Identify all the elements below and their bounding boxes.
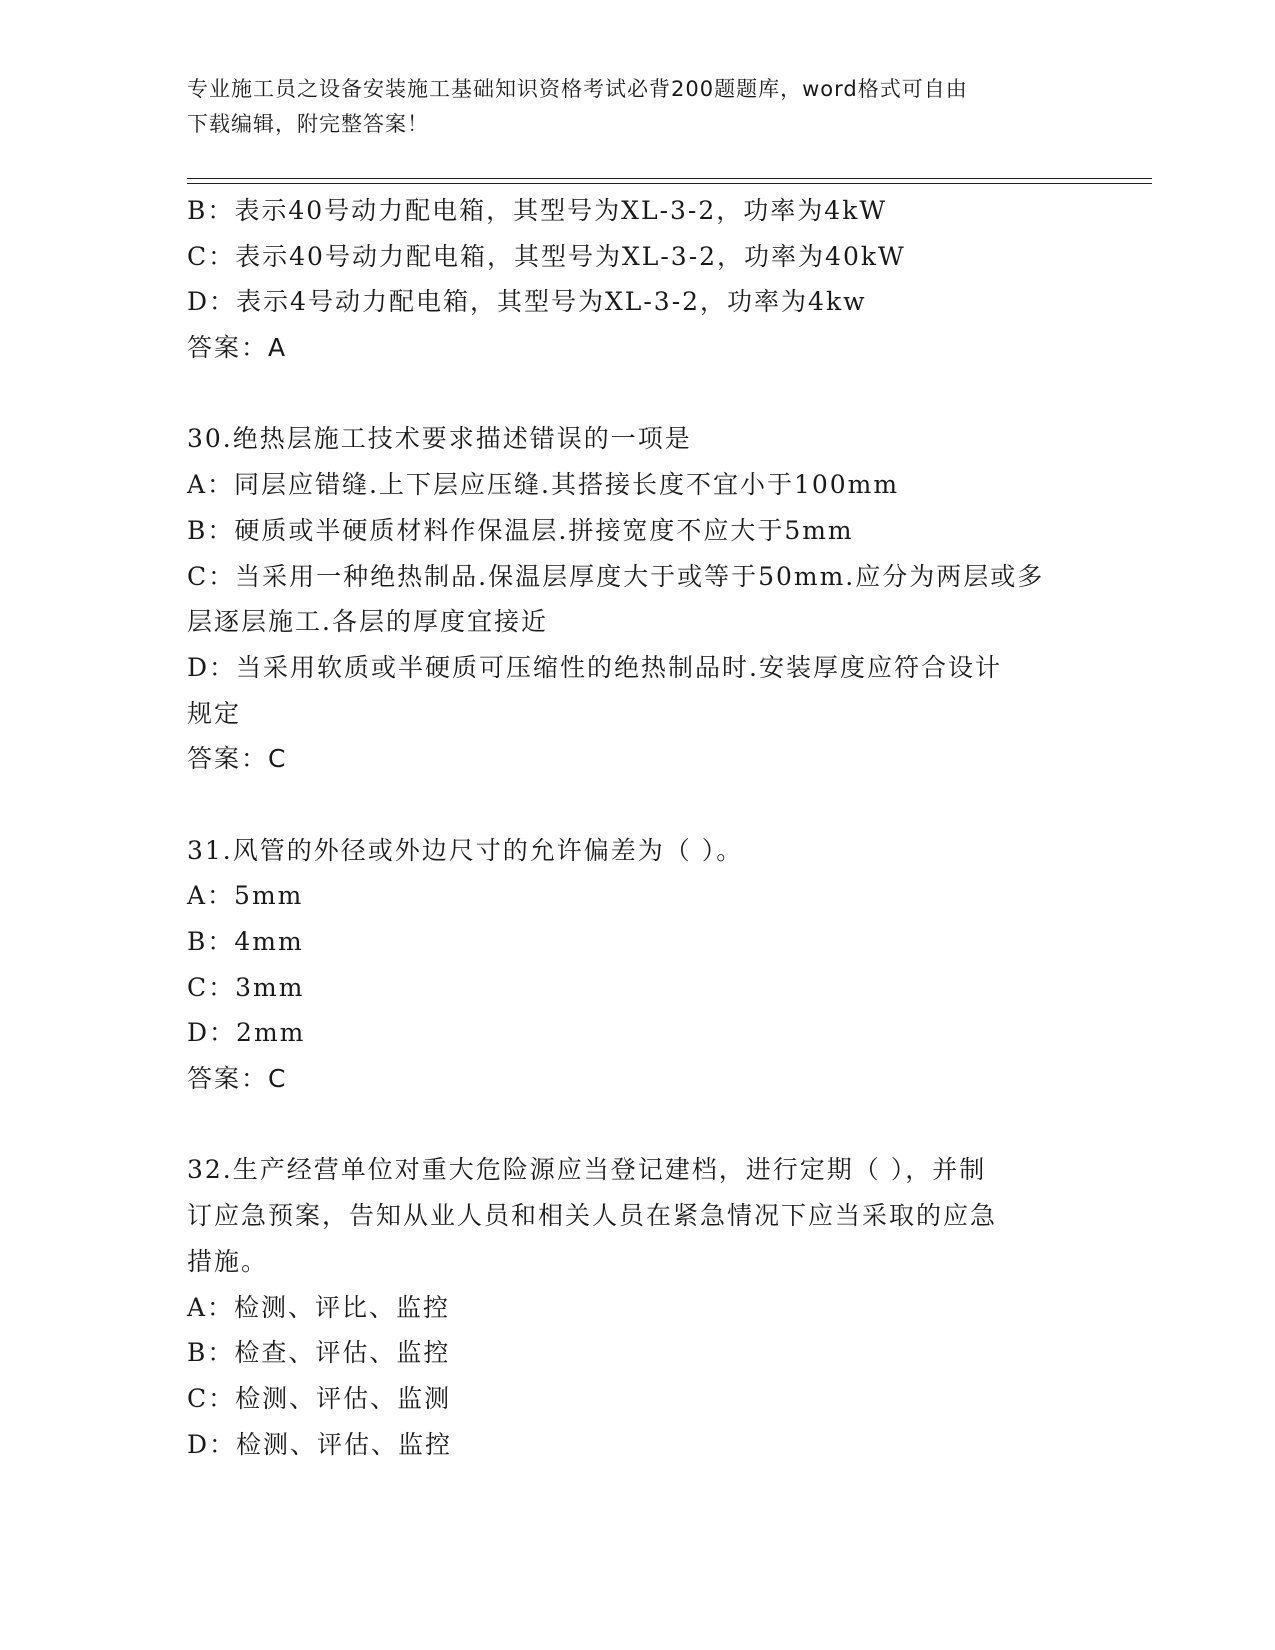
q30-option-a: A：同层应错缝.上下层应压缝.其搭接长度不宜小于100mm — [187, 470, 900, 500]
question-spacer — [187, 371, 1087, 417]
q29-answer: 答案：A — [187, 333, 288, 363]
q32-question-line-2: 订应急预案，告知从业人员和相关人员在紧急情况下应当采取的应急 — [187, 1201, 998, 1231]
question-29 — [187, 188, 1087, 371]
header-divider-bottom — [187, 183, 1152, 184]
q32-question-line-1: 32.生产经营单位对重大危险源应当登记建档，进行定期（ ），并制 — [187, 1155, 987, 1185]
q31-option-d: D：2mm — [187, 1018, 306, 1048]
q30-option-d-line-1: D：当采用软质或半硬质可压缩性的绝热制品时.安装厚度应符合设计 — [187, 652, 1002, 682]
header-divider-top — [187, 178, 1152, 179]
q31-option-b: B：4mm — [187, 927, 304, 956]
q32-option-c: C：检测、评估、监测 — [187, 1383, 452, 1413]
q32-option-b: B：检查、评估、监控 — [187, 1338, 451, 1368]
q30-question: 30.绝热层施工技术要求描述错误的一项是 — [187, 424, 692, 454]
q30-option-b: B：硬质或半硬质材料作保温层.拼接宽度不应大于5mm — [187, 515, 854, 545]
q30-option-d-line-2: 规定 — [187, 698, 242, 728]
q30-option-c-line-1: C：当采用一种绝热制品.保温层厚度大于或等于50mm.应分为两层或多 — [187, 561, 1045, 591]
q29-option-b: B：表示40号动力配电箱，其型号为XL-3-2，功率为4kW — [187, 196, 888, 225]
question-32 — [187, 1147, 1087, 1467]
q32-option-a: A：检测、评比、监控 — [187, 1292, 451, 1322]
header-title-line-1: 专业施工员之设备安装施工基础知识资格考试必背200题题库，word格式可自由 — [187, 77, 968, 101]
q31-option-a: A：5mm — [187, 881, 304, 911]
q29-option-c: C：表示40号动力配电箱，其型号为XL-3-2，功率为40kW — [187, 241, 906, 271]
question-30 — [187, 416, 1087, 782]
document-header — [187, 72, 1087, 142]
question-spacer — [187, 1102, 1087, 1148]
q29-option-d: D：表示4号动力配电箱，其型号为XL-3-2，功率为4kw — [187, 287, 867, 317]
q30-option-c-line-2: 层逐层施工.各层的厚度宜接近 — [187, 607, 548, 637]
header-title-line-2: 下载编辑，附完整答案！ — [187, 112, 429, 136]
q31-question: 31.风管的外径或外边尺寸的允许偏差为（ ）。 — [187, 835, 744, 865]
q32-question-line-3: 措施。 — [187, 1246, 269, 1276]
q31-answer: 答案：C — [187, 1064, 288, 1094]
q32-option-d: D：检测、评估、监控 — [187, 1429, 453, 1459]
question-spacer — [187, 782, 1087, 828]
question-31 — [187, 828, 1087, 1102]
q30-answer: 答案：C — [187, 744, 288, 774]
q31-option-c: C：3mm — [187, 972, 305, 1002]
question-list — [187, 188, 1087, 1467]
